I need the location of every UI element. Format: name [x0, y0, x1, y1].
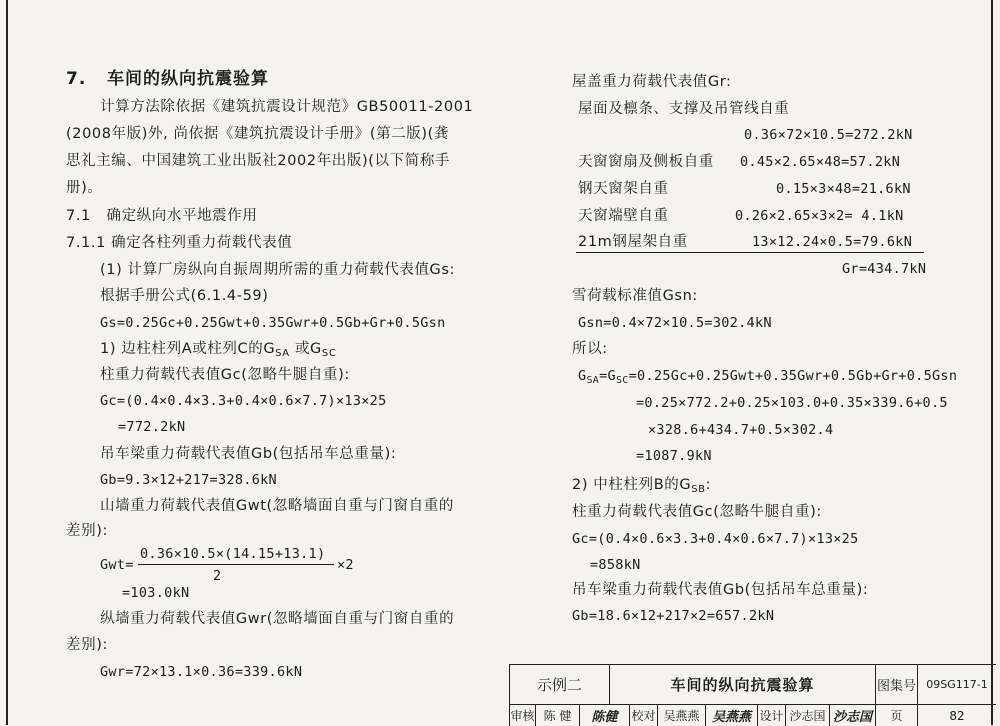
skylight-end-wall-value: 0.26×2.65×3×2= 4.1kN — [735, 208, 904, 224]
para-gs-intro: (1) 计算厂房纵向自振周期所需的重力荷载代表值Gs: — [100, 262, 456, 278]
col-a-heading: 1) 边柱柱列A或柱列C的$G_{SA}$ 或$G_{SC}$ — [100, 341, 337, 359]
gc2-label: 柱重力荷载代表值Gc(忽略牛腿自重): — [572, 504, 822, 520]
gs-formula: Gs=0.25Gc+0.25Gwt+0.35Gwr+0.5Gb+Gr+0.5Gsn — [100, 315, 446, 331]
gsa-equation: $G_{SA}=G_{SC}=0.25Gc+0.25Gwt+0.35Gwr+0.5Gb+Gr+0.5Gsn$ — [578, 368, 958, 386]
gwt-result: =103.0kN — [122, 585, 190, 601]
design-signature: 沙志国 — [830, 705, 876, 726]
gb-equation: Gb=9.3×12+217=328.6kN — [100, 472, 277, 488]
gb2-label: 吊车梁重力荷载代表值Gb(包括吊车总重量): — [572, 582, 869, 598]
gwr-equation: Gwr=72×13.1×0.36=339.6kN — [100, 664, 303, 680]
gwt-lhs: Gwt= — [100, 557, 134, 573]
skylight-sash-label: 天窗窗扇及侧板自重 — [578, 154, 714, 170]
gc2-result: =858kN — [590, 557, 641, 573]
col-b-heading: 2) 中柱柱列B的$G_{SB}$: — [572, 477, 712, 495]
gwr-label: 纵墙重力荷载代表值Gwr(忽略墙面自重与门窗自重的 — [100, 611, 455, 627]
gwt-numerator: 0.36×10.5×(14.15+13.1) — [140, 546, 326, 562]
para-formula-ref: 根据手册公式(6.1.4-59) — [100, 288, 269, 304]
gwt-multiplier: ×2 — [337, 557, 354, 573]
page-border-right — [991, 0, 993, 725]
intro-line-2: (2008年版)外, 尚依据《建筑抗震设计手册》(第二版)(龚 — [66, 126, 450, 142]
review-label: 审核 — [510, 705, 536, 726]
gsa-line-2: =0.25×772.2+0.25×103.0+0.35×339.6+0.5 — [636, 395, 948, 411]
gr-label: 屋盖重力荷载代表值Gr: — [572, 74, 732, 90]
design-label: 设计 — [758, 705, 786, 726]
roof-label: 屋面及檩条、支撑及吊管线自重 — [578, 101, 790, 117]
gsa-result: =1087.9kN — [636, 448, 712, 464]
subsection-7-1-1: 7.1.1 确定各柱列重力荷载代表值 — [66, 235, 293, 251]
gr-total: Gr=434.7kN — [842, 261, 927, 277]
skylight-sash-value: 0.45×2.65×48=57.2kN — [740, 154, 901, 170]
gwt-denominator: 2 — [213, 568, 222, 584]
gsn-equation: Gsn=0.4×72×10.5=302.4kN — [578, 315, 772, 331]
title-block — [509, 664, 996, 726]
roof-truss-label: 21m钢屋架自重 — [578, 234, 688, 250]
gb2-equation: Gb=18.6×12+217×2=657.2kN — [572, 608, 775, 624]
gc2-equation: Gc=(0.4×0.6×3.3+0.4×0.6×7.7)×13×25 — [572, 531, 859, 547]
check-name: 吴燕燕 — [658, 705, 706, 726]
atlas-no: 09SG117-1 — [918, 665, 996, 705]
page-label: 页 — [876, 705, 918, 726]
roof-truss-value: 13×12.24×0.5=79.6kN — [752, 234, 913, 250]
check-signature: 吴燕燕 — [706, 705, 758, 726]
intro-line-1: 计算方法除依据《建筑抗震设计规范》GB50011-2001 — [100, 99, 474, 115]
gwt-fraction-bar — [138, 564, 334, 565]
gwr-label-cont: 差别): — [66, 637, 108, 653]
check-label: 校对 — [630, 705, 658, 726]
gc-equation: Gc=(0.4×0.4×3.3+0.4×0.6×7.7)×13×25 — [100, 393, 387, 409]
therefore-label: 所以: — [572, 341, 608, 357]
skylight-end-wall-label: 天窗端壁自重 — [578, 208, 669, 224]
intro-line-4: 册)。 — [66, 180, 103, 196]
sum-underline — [576, 252, 924, 253]
skylight-frame-label: 钢天窗架自重 — [578, 181, 669, 197]
intro-line-3: 思礼主编、中国建筑工业出版社2002年出版)(以下简称手 — [66, 153, 451, 169]
gwt-label: 山墙重力荷载代表值Gwt(忽略墙面自重与门窗自重的 — [100, 498, 454, 514]
gc-result: =772.2kN — [118, 419, 186, 435]
subsection-7-1: 7.1 确定纵向水平地震作用 — [66, 208, 258, 224]
gb-label: 吊车梁重力荷载代表值Gb(包括吊车总重量): — [100, 446, 397, 462]
page-number: 82 — [949, 708, 965, 723]
gsa-line-3: ×328.6+434.7+0.5×302.4 — [648, 422, 834, 438]
title-block-title: 车间的纵向抗震验算 — [610, 665, 876, 705]
gwt-label-cont: 差别): — [66, 523, 108, 539]
gsn-label: 雪荷载标准值Gsn: — [572, 288, 698, 304]
roof-value: 0.36×72×10.5=272.2kN — [744, 127, 913, 143]
gc-label: 柱重力荷载代表值Gc(忽略牛腿自重): — [100, 367, 350, 383]
page-border-left — [6, 0, 8, 725]
review-signature: 陈健 — [580, 705, 630, 726]
review-name: 陈 健 — [536, 705, 580, 726]
skylight-frame-value: 0.15×3×48=21.6kN — [776, 181, 911, 197]
section-heading: 7. 车间的纵向抗震验算 — [66, 69, 270, 89]
example-label: 示例二 — [510, 665, 610, 705]
atlas-no-label: 图集号 — [876, 665, 918, 705]
design-name: 沙志国 — [786, 705, 830, 726]
